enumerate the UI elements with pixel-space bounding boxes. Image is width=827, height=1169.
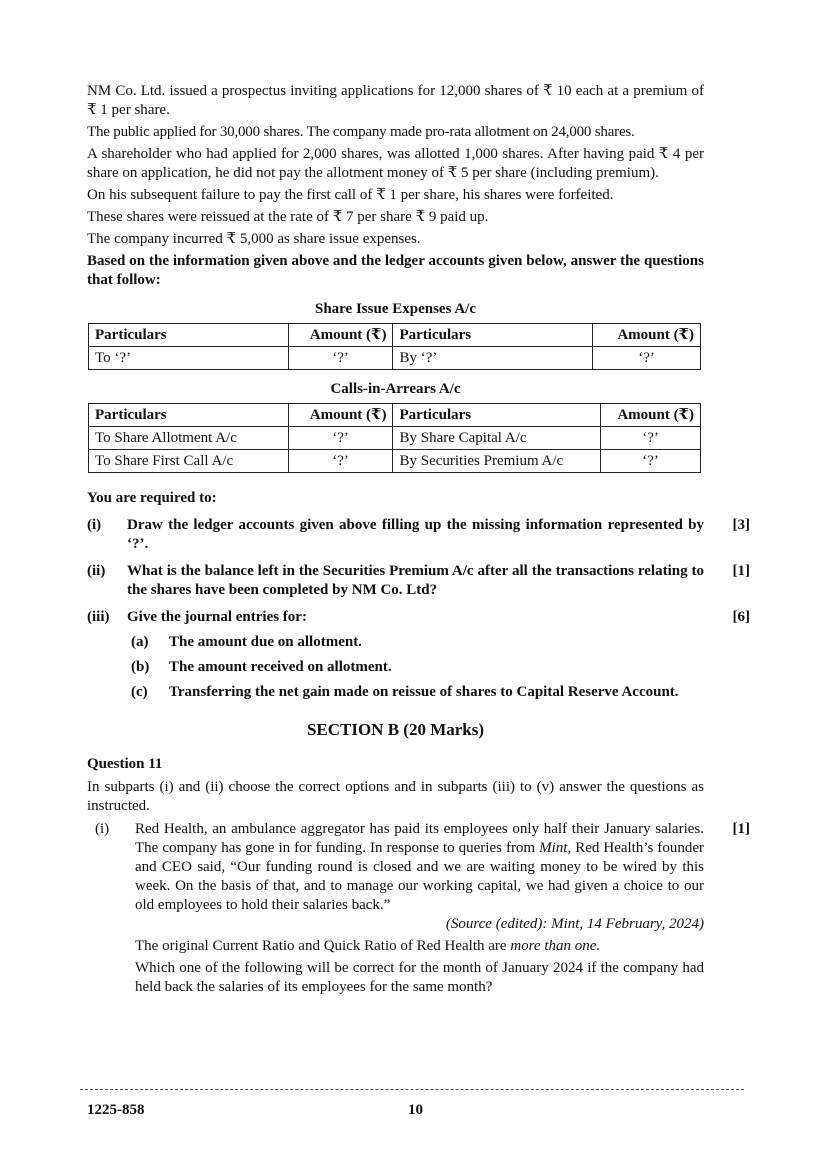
intro-paragraph-4: On his subsequent failure to pay the first call of ₹ 1 per share, his shares were forfeited. xyxy=(87,187,614,203)
sub-question-number: (c) xyxy=(131,684,148,700)
intro-paragraph-3: A shareholder who had applied for 2,000 shares, was allotted 1,000 shares. After having paid ₹ 4 per share on application, he did not pay the allotment money of ₹ 5 per share (including premium). xyxy=(87,146,704,181)
cell-particulars: By ‘?’ xyxy=(393,347,593,370)
header-amount: Amount (₹) xyxy=(601,404,701,427)
question-instructions: In subparts (i) and (ii) choose the correct options and in subparts (iii) to (v) answer the questions as instructed. xyxy=(87,779,704,814)
table-row xyxy=(89,450,701,473)
intro-paragraph-2: The public applied for 30,000 shares. The company made pro-rata allotment on 24,000 shares. xyxy=(87,124,635,140)
question-passage xyxy=(135,820,704,915)
question-text: Draw the ledger accounts given above filling up the missing information represented by ‘?’. xyxy=(127,517,704,552)
table-header-row xyxy=(89,404,701,427)
cell-amount: ‘?’ xyxy=(288,427,393,450)
ratio-italic: more than one. xyxy=(510,938,601,954)
sub-question-item xyxy=(131,658,704,677)
question-marks: [6] xyxy=(732,609,750,625)
table-row xyxy=(89,427,701,450)
calls-in-arrears-table xyxy=(88,403,701,473)
cell-amount: ‘?’ xyxy=(601,450,701,473)
header-particulars: Particulars xyxy=(89,324,289,347)
table-row xyxy=(89,347,701,370)
cell-amount: ‘?’ xyxy=(288,450,393,473)
sub-question-item xyxy=(131,683,704,702)
header-particulars: Particulars xyxy=(89,404,289,427)
intro-paragraph-5: These shares were reissued at the rate of ₹ 7 per share ₹ 9 paid up. xyxy=(87,209,489,225)
required-heading: You are required to: xyxy=(87,490,217,506)
cell-particulars: By Securities Premium A/c xyxy=(393,450,601,473)
header-particulars: Particulars xyxy=(393,324,593,347)
cell-particulars: By Share Capital A/c xyxy=(393,427,601,450)
instruction-text: Based on the information given above and the ledger accounts given below, answer the questions that follow: xyxy=(87,253,704,288)
question-number: (iii) xyxy=(87,609,110,625)
ratio-statement xyxy=(135,937,704,956)
ratio-text: The original Current Ratio and Quick Ratio of Red Health are xyxy=(135,938,511,954)
question-text: Give the journal entries for: xyxy=(127,609,307,625)
header-particulars: Particulars xyxy=(393,404,601,427)
sub-question-text: The amount due on allotment. xyxy=(169,634,362,650)
page-number: 10 xyxy=(408,1102,423,1118)
sub-question-number: (b) xyxy=(131,659,150,675)
page-content xyxy=(87,82,750,1000)
source-citation: (Source (edited): Mint, 14 February, 2024) xyxy=(445,916,704,932)
cell-amount: ‘?’ xyxy=(593,347,701,370)
question-prompt: Which one of the following will be correct for the month of January 2024 if the company had held back the salaries of its employees for the same month? xyxy=(135,960,704,995)
table-header-row xyxy=(89,324,701,347)
calls-in-arrears-title: Calls-in-Arrears A/c xyxy=(330,381,461,397)
header-amount: Amount (₹) xyxy=(288,404,393,427)
question-number: (i) xyxy=(87,517,102,533)
footer-divider xyxy=(80,1089,744,1090)
cell-particulars: To Share First Call A/c xyxy=(89,450,289,473)
question-item xyxy=(87,562,750,600)
sub-question-text: The amount received on allotment. xyxy=(169,659,392,675)
sub-question-item xyxy=(131,633,704,652)
question-11-i xyxy=(87,820,750,915)
intro-paragraph-6: The company incurred ₹ 5,000 as share issue expenses. xyxy=(87,231,421,247)
share-issue-expenses-title: Share Issue Expenses A/c xyxy=(314,301,476,317)
sub-question-number: (a) xyxy=(131,634,149,650)
share-issue-expenses-table xyxy=(88,323,701,370)
cell-amount: ‘?’ xyxy=(288,347,393,370)
header-amount: Amount (₹) xyxy=(288,324,393,347)
passage-italic-mint: Mint xyxy=(539,840,568,856)
passage-text-1: Red Health, an ambulance aggregator has paid its employees only half their January salaries. The company has gone in for funding. In response to queries from xyxy=(135,821,704,856)
question-number: (ii) xyxy=(87,563,106,579)
cell-particulars: To ‘?’ xyxy=(89,347,289,370)
sub-question-text: Transferring the net gain made on reissue of shares to Capital Reserve Account. xyxy=(169,684,679,700)
question-marks: [3] xyxy=(732,517,750,533)
question-marks: [1] xyxy=(732,821,750,837)
passage-text-2: , Red Health’s founder and CEO said, “Our funding round is closed and we are waiting money to be wired by this week. On the basis of that, and to manage our working capital, we had given a choice to our old employees to hold their salaries back.” xyxy=(135,840,704,913)
header-amount: Amount (₹) xyxy=(593,324,701,347)
question-marks: [1] xyxy=(732,563,750,579)
question-item xyxy=(87,516,750,554)
cell-amount: ‘?’ xyxy=(601,427,701,450)
question-item xyxy=(87,608,750,627)
question-number: (i) xyxy=(95,821,110,837)
question-text: What is the balance left in the Securities Premium A/c after all the transactions relating to the shares have been completed by NM Co. Ltd? xyxy=(127,563,704,598)
intro-paragraph-1: NM Co. Ltd. issued a prospectus inviting applications for 12,000 shares of ₹ 10 each at a premium of ₹ 1 per share. xyxy=(87,83,704,118)
cell-particulars: To Share Allotment A/c xyxy=(89,427,289,450)
section-b-title: SECTION B (20 Marks) xyxy=(306,720,485,739)
paper-code: 1225-858 xyxy=(87,1102,145,1118)
question-label: Question 11 xyxy=(87,756,163,772)
